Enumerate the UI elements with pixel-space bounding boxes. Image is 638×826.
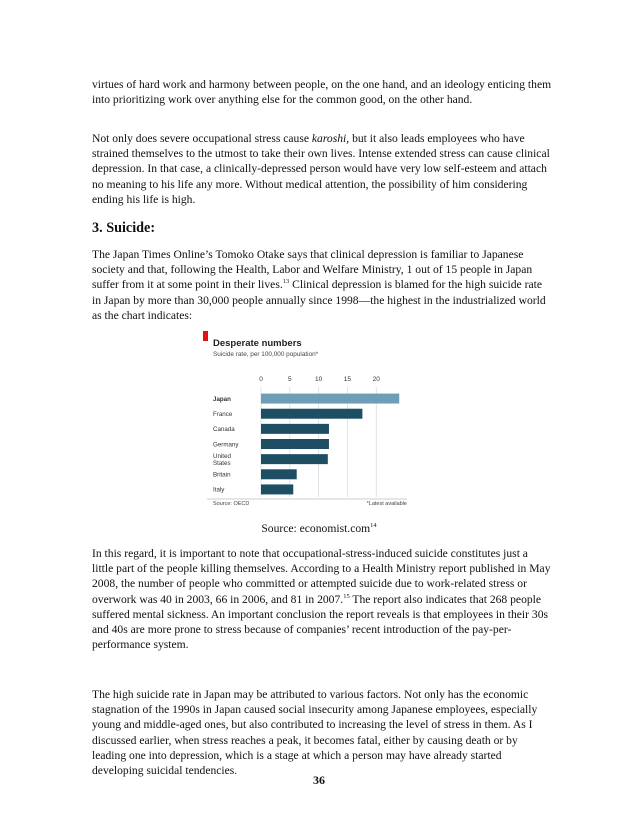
- footnote-ref-14[interactable]: 14: [370, 522, 377, 529]
- chart-footnote: *Latest available: [366, 501, 407, 507]
- suicide-rate-chart: [203, 331, 411, 513]
- chart-source-note: Source: OECD: [213, 501, 250, 507]
- category-label-italy: Italy: [213, 486, 225, 494]
- footnote-ref-13[interactable]: 13: [282, 278, 290, 286]
- chart-plot: [203, 331, 411, 513]
- tick-label-15: 15: [343, 376, 352, 383]
- category-label-united-states: United States: [213, 453, 231, 467]
- chart-title: Desperate numbers: [213, 338, 302, 349]
- paragraph-2-emphasis: karoshi: [311, 132, 347, 145]
- paragraph-4: [92, 546, 552, 652]
- bar-united-states: [261, 454, 328, 464]
- tick-label-20: 20: [372, 376, 380, 383]
- category-label-britain: Britain: [213, 471, 231, 479]
- tick-label-10: 10: [314, 376, 323, 383]
- paragraph-3-text-before: The Japan Times Online’s Tomoko Otake says that clinical depression is familiar to Japanese society and that, following the Health, Labor and Welfare Ministry, 1 out of 15 people in Japan suffer from it at some point in their lives.: [92, 248, 533, 292]
- source-caption-text: Source: economist.com: [261, 522, 371, 535]
- category-label-france: France: [213, 411, 233, 419]
- tick-label-0: 0: [259, 376, 263, 383]
- paragraph-5: The high suicide rate in Japan may be attributed to various factors. Not only has the economic stagnation of the 1990s in Japan caused social insecurity among Japanese employees, especially young and middle-aged ones, but also contributed to increasing the level of stress in them. As I discussed earlier, when stress reaches a peak, it becomes fatal, either by causing death or by leading one into depression, which is a stage at which a person may have already started developing suicidal tendencies.: [92, 688, 538, 778]
- paragraph-4-text-after: The report also indicates that 268 people suffered mental sickness. An important conclusion the report reveals is that employees in their 30s and 40s are more prone to stress because of companies’ recent introduction of the pay-per-performance system.: [92, 592, 549, 652]
- chart-subtitle: Suicide rate, per 100,000 population*: [213, 351, 319, 358]
- category-label-japan: Japan: [213, 395, 231, 403]
- footnote-ref-15[interactable]: 15: [343, 592, 350, 600]
- paragraph-2: [92, 131, 552, 207]
- section-heading: 3. Suicide:: [92, 220, 156, 236]
- paragraph-1: virtues of hard work and harmony between people, on the one hand, and an ideology enticing them into prioritizing work over anything else for the common good, on the other hand.: [92, 78, 552, 107]
- bar-germany: [261, 439, 329, 449]
- source-caption: [0, 522, 638, 535]
- bar-britain: [261, 469, 297, 479]
- page-number: 36: [313, 773, 325, 787]
- paragraph-2-text-after: , but it also leads employees who have strained themselves to the utmost to take their own lives. Intense extended stress can cause clinical depression. In that case, a clinically-depressed person would have very low self-esteem and attach no meaning to his life any more. Without medical attention, the possibility of him considering ending his life is high.: [92, 132, 550, 206]
- tick-label-5: 5: [287, 376, 292, 383]
- paragraph-3: [92, 247, 552, 323]
- bar-canada: [261, 424, 329, 434]
- category-label-germany: Germany: [213, 441, 239, 449]
- bar-italy: [261, 484, 293, 494]
- paragraph-3-text-after: Clinical depression is blamed for the high suicide rate in Japan by more than 30,000 people annually since 1998—the highest in the industrialized world as the chart indicates:: [92, 278, 546, 322]
- paragraph-2-text-before: Not only does severe occupational stress cause: [92, 132, 312, 145]
- category-label-canada: Canada: [213, 426, 235, 434]
- bar-france: [261, 409, 362, 419]
- bar-japan: [261, 394, 399, 404]
- paragraph-4-text-before: In this regard, it is important to note that occupational-stress-induced suicide constitutes just a little part of the people killing themselves. According to a Health Ministry report published in May 2008, the number of people who committed or attempted suicide due to work-related stress or overwork was 40 in 2003, 66 in 2006, and 81 in 2007.: [92, 547, 551, 606]
